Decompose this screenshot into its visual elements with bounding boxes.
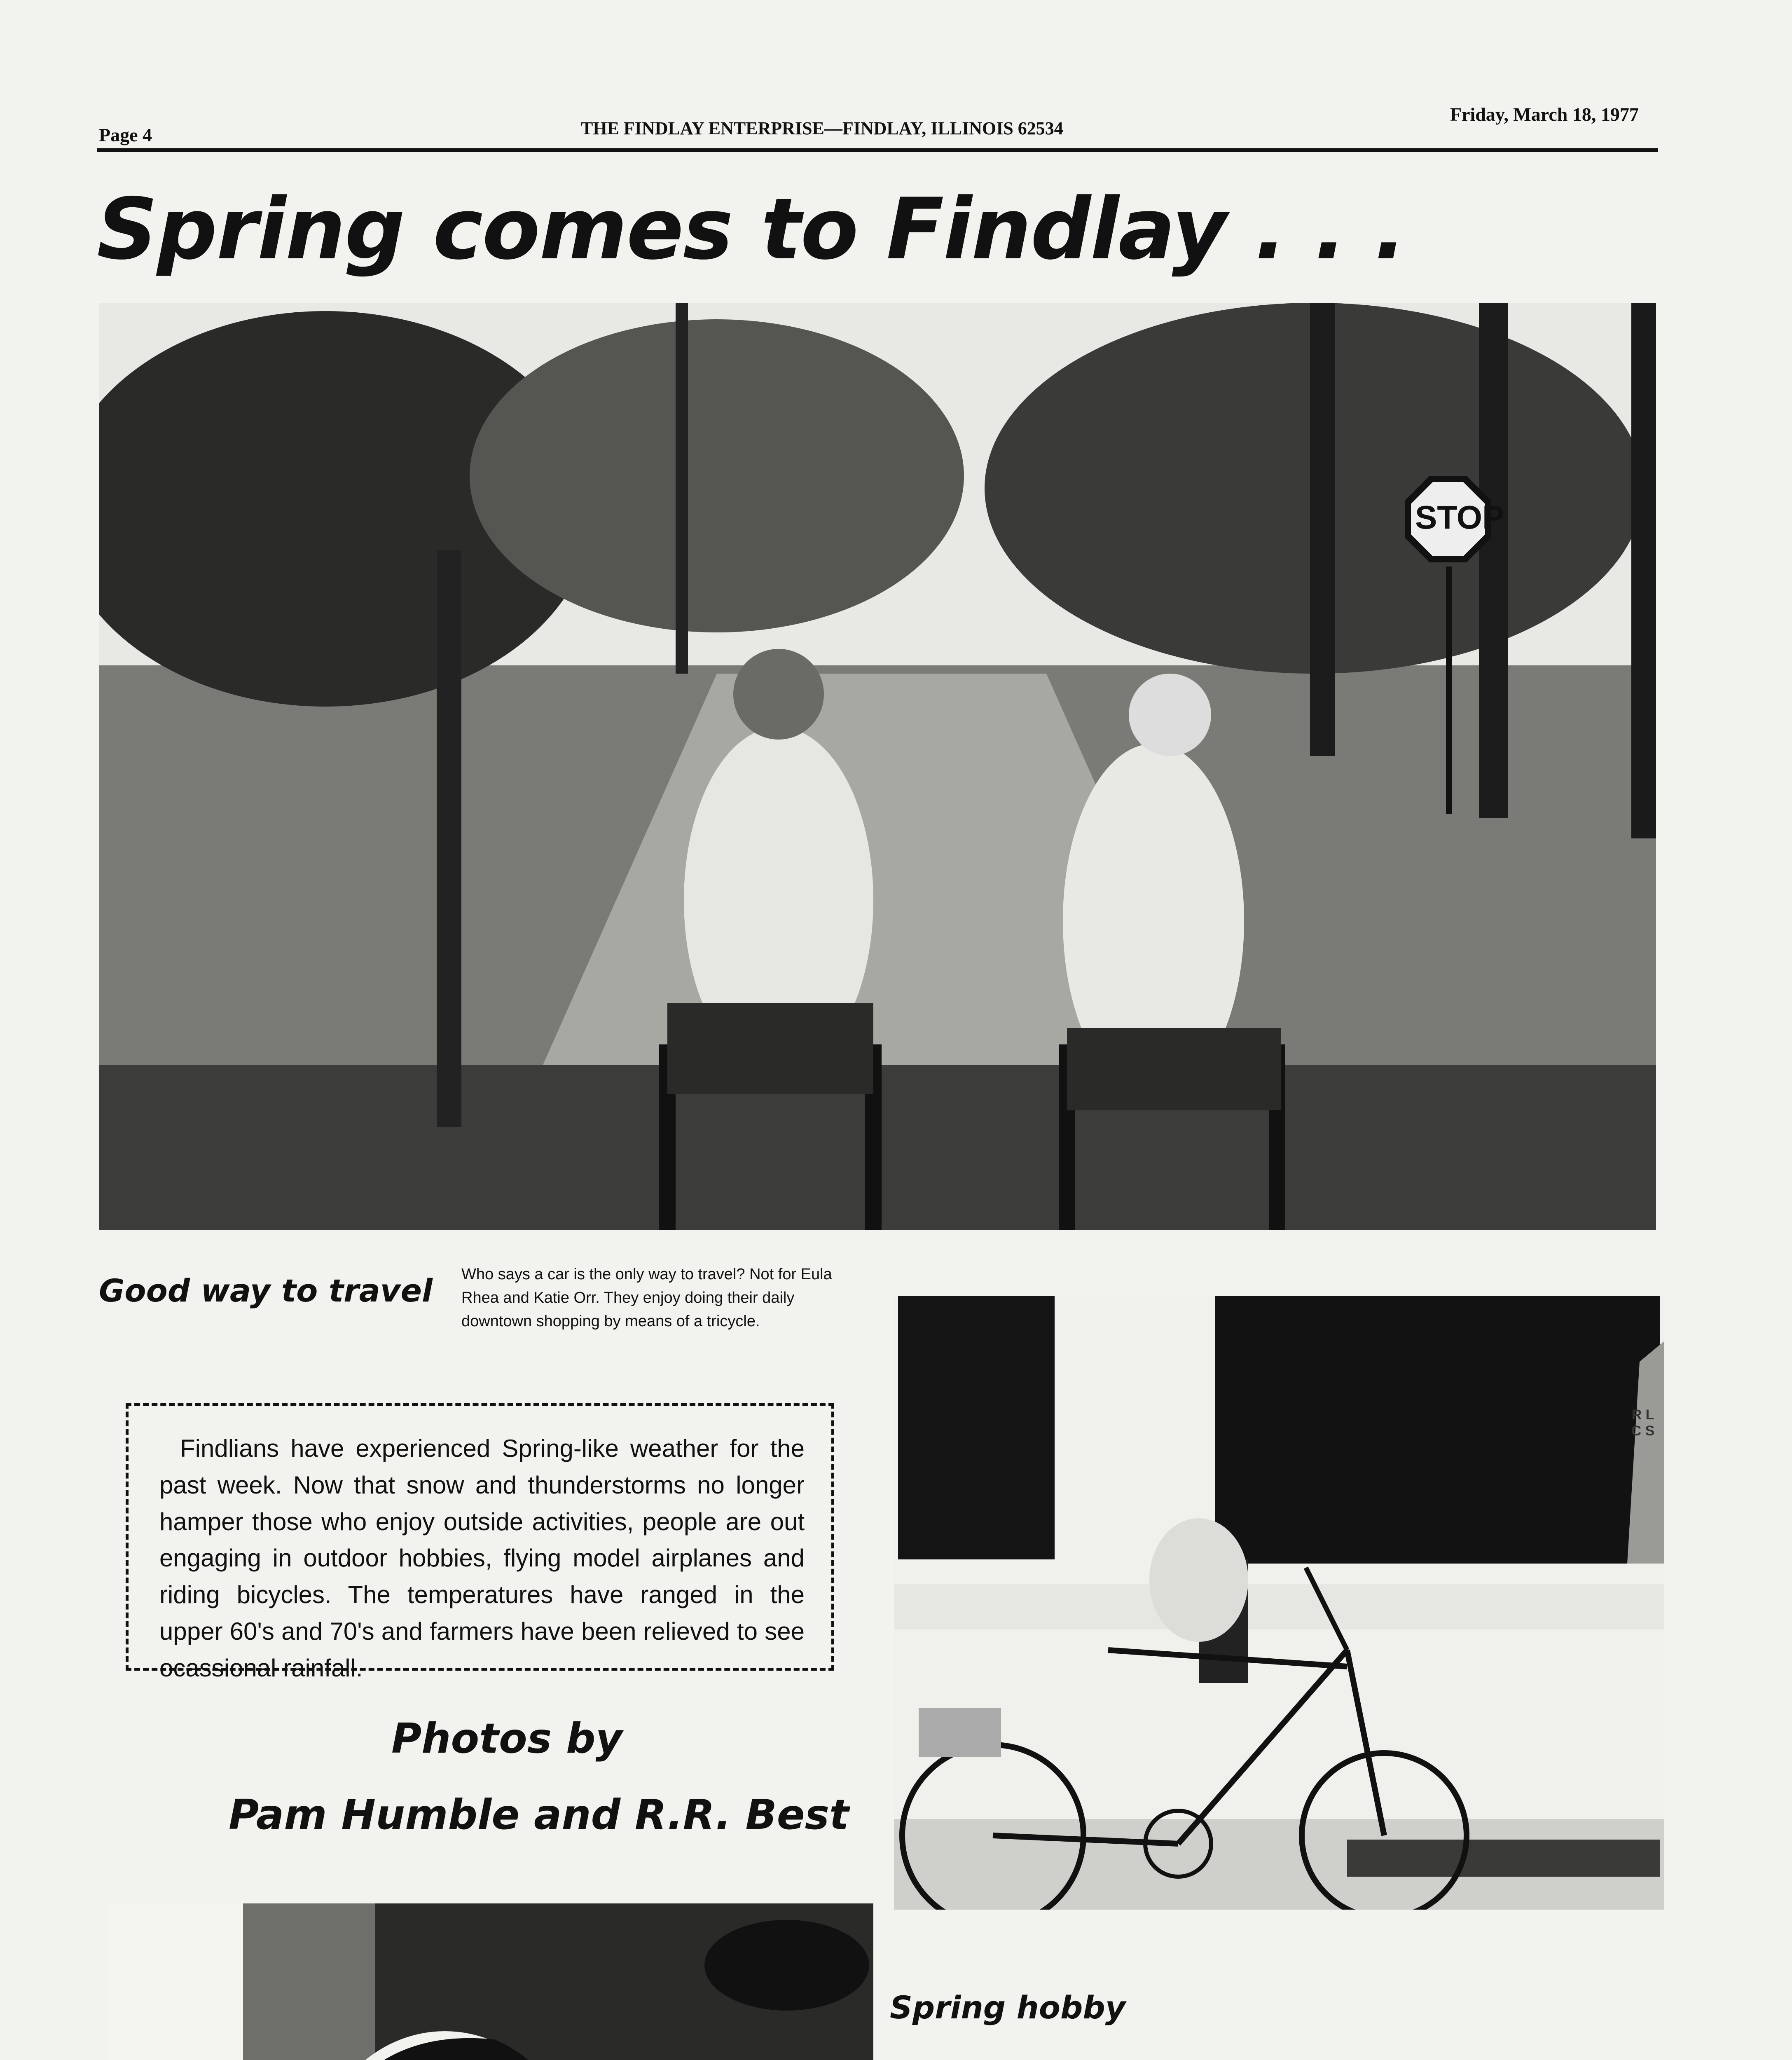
photo-credit-names: Pam Humble and R.R. Best <box>229 1791 849 1839</box>
hobby-caption-col1 <box>896 2058 1267 2060</box>
bicycle-photo <box>894 1296 1664 1910</box>
photo-credit-heading: Photos by <box>391 1714 622 1763</box>
masthead: THE FINDLAY ENTERPRISE—FINDLAY, ILLINOIS 62534 <box>581 118 1063 138</box>
stop-sign: STOP <box>1415 499 1504 536</box>
story-text: Findlians have experienced Spring-like weather for the past week. Now that snow and thunderstorms no longer hamper those who enjoy outside activities, people are out engaging in outdoor hobbies, flying model airplanes and riding bicycles. The temperatures have ranged in the upper 60's and 70's and farmers have been relieved to see ocassional rainfall. <box>159 1435 805 1682</box>
model-airplane-builder-photo <box>107 1903 873 2060</box>
story-box <box>126 1403 834 1682</box>
wall-sign: R L C S <box>1631 1407 1655 1439</box>
header-rule <box>97 148 1658 152</box>
travel-caption-title: Good way to travel <box>99 1272 433 1309</box>
travel-caption-text: Who says a car is the only way to travel? Not for Eula Rhea and Katie Orr. They enjoy doing their daily downtown shopping by means of a tricycle. <box>461 1266 832 1330</box>
hobby-caption-col2 <box>1298 2058 1660 2060</box>
hobby-caption-title: Spring hobby <box>890 1989 1126 2026</box>
page-number: Page 4 <box>99 124 152 145</box>
page-headline: Spring comes to Findlay . . . <box>97 180 1406 279</box>
issue-date: Friday, March 18, 1977 <box>1450 104 1639 125</box>
tricycle-photo <box>99 303 1656 1230</box>
